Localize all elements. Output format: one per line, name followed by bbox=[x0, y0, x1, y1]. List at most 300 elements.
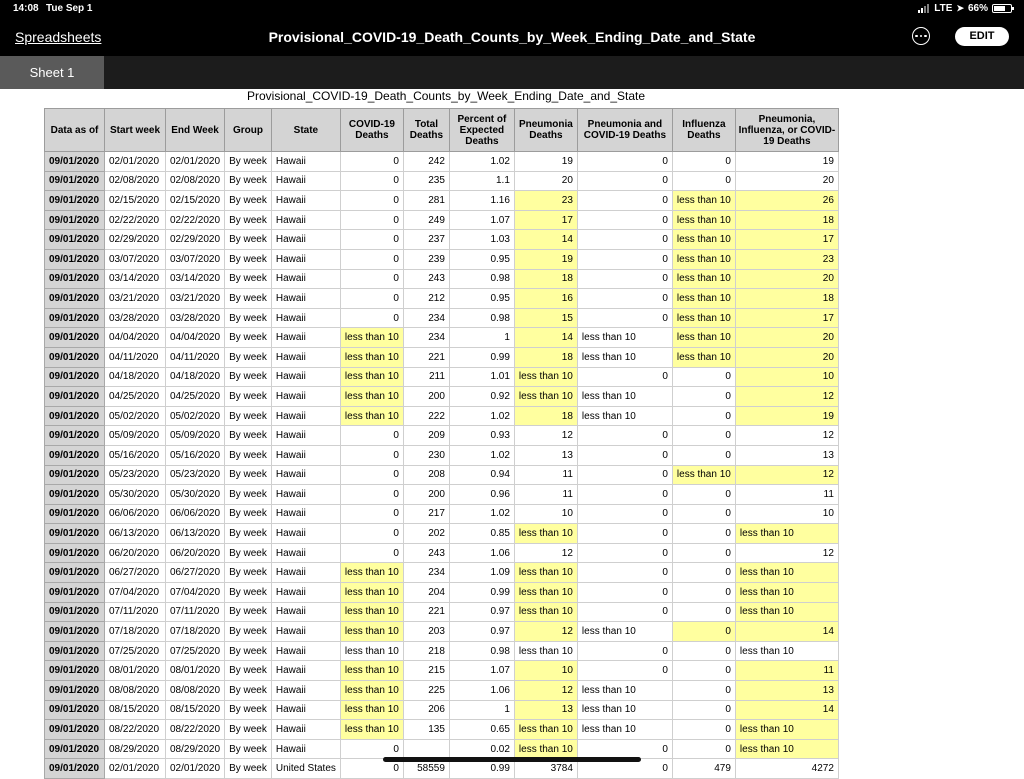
table-cell[interactable]: 07/11/2020 bbox=[166, 602, 225, 622]
table-cell[interactable]: 3784 bbox=[514, 759, 577, 779]
table-cell[interactable]: 0 bbox=[577, 543, 672, 563]
table-cell[interactable]: 0.02 bbox=[449, 739, 514, 759]
table-cell[interactable]: By week bbox=[225, 191, 272, 211]
table-cell[interactable]: 03/14/2020 bbox=[105, 269, 166, 289]
table-cell[interactable]: Hawaii bbox=[271, 504, 340, 524]
table-cell[interactable]: Hawaii bbox=[271, 289, 340, 309]
table-cell[interactable]: 0 bbox=[672, 485, 735, 505]
table-cell[interactable]: 1 bbox=[449, 700, 514, 720]
table-cell[interactable]: 0 bbox=[340, 504, 403, 524]
table-cell[interactable]: 20 bbox=[735, 347, 838, 367]
table-cell[interactable]: 0 bbox=[577, 249, 672, 269]
table-cell[interactable]: 212 bbox=[403, 289, 449, 309]
table-cell[interactable]: 0 bbox=[340, 269, 403, 289]
table-cell[interactable]: 09/01/2020 bbox=[45, 328, 105, 348]
table-cell[interactable]: 1.02 bbox=[449, 406, 514, 426]
table-cell[interactable]: 0 bbox=[672, 543, 735, 563]
table-cell[interactable]: less than 10 bbox=[672, 308, 735, 328]
table-cell[interactable]: 02/01/2020 bbox=[105, 152, 166, 172]
table-cell[interactable]: By week bbox=[225, 347, 272, 367]
table-cell[interactable]: 0.98 bbox=[449, 308, 514, 328]
table-cell[interactable]: 06/20/2020 bbox=[105, 543, 166, 563]
table-cell[interactable]: 17 bbox=[735, 308, 838, 328]
table-cell[interactable]: 02/22/2020 bbox=[105, 210, 166, 230]
table-cell[interactable]: Hawaii bbox=[271, 583, 340, 603]
table-cell[interactable]: 0.97 bbox=[449, 602, 514, 622]
table-cell[interactable]: less than 10 bbox=[340, 406, 403, 426]
column-header[interactable]: COVID-19 Deaths bbox=[340, 109, 403, 152]
column-header[interactable]: Data as of bbox=[45, 109, 105, 152]
table-cell[interactable]: 0.98 bbox=[449, 269, 514, 289]
table-cell[interactable]: By week bbox=[225, 465, 272, 485]
table-cell[interactable]: 218 bbox=[403, 641, 449, 661]
table-cell[interactable]: 0.98 bbox=[449, 641, 514, 661]
table-cell[interactable]: 09/01/2020 bbox=[45, 720, 105, 740]
table-cell[interactable]: 243 bbox=[403, 543, 449, 563]
table-cell[interactable]: 234 bbox=[403, 328, 449, 348]
table-cell[interactable]: 479 bbox=[672, 759, 735, 779]
table-cell[interactable]: 18 bbox=[735, 210, 838, 230]
table-cell[interactable]: 0 bbox=[577, 602, 672, 622]
table-cell[interactable]: less than 10 bbox=[577, 622, 672, 642]
table-cell[interactable]: 05/02/2020 bbox=[105, 406, 166, 426]
table-cell[interactable]: By week bbox=[225, 700, 272, 720]
table-cell[interactable]: 0 bbox=[672, 720, 735, 740]
table-cell[interactable]: less than 10 bbox=[514, 583, 577, 603]
table-cell[interactable]: 09/01/2020 bbox=[45, 485, 105, 505]
table-cell[interactable]: Hawaii bbox=[271, 485, 340, 505]
table-cell[interactable]: less than 10 bbox=[735, 720, 838, 740]
table-cell[interactable]: 0 bbox=[577, 289, 672, 309]
table-cell[interactable]: 0 bbox=[672, 387, 735, 407]
table-cell[interactable]: less than 10 bbox=[340, 583, 403, 603]
table-cell[interactable]: Hawaii bbox=[271, 524, 340, 544]
table-cell[interactable]: 04/18/2020 bbox=[105, 367, 166, 387]
table-cell[interactable]: 0 bbox=[672, 641, 735, 661]
table-cell[interactable]: 0 bbox=[577, 269, 672, 289]
table-cell[interactable]: 20 bbox=[735, 328, 838, 348]
table-cell[interactable]: 0 bbox=[672, 171, 735, 191]
table-cell[interactable]: 02/08/2020 bbox=[105, 171, 166, 191]
table-cell[interactable]: 1.02 bbox=[449, 152, 514, 172]
table-cell[interactable]: Hawaii bbox=[271, 681, 340, 701]
table-cell[interactable]: 0 bbox=[672, 681, 735, 701]
table-cell[interactable]: 0.99 bbox=[449, 583, 514, 603]
table-cell[interactable]: 0 bbox=[577, 465, 672, 485]
column-header[interactable]: Pneumonia, Influenza, or COVID-19 Deaths bbox=[735, 109, 838, 152]
table-cell[interactable]: 11 bbox=[514, 485, 577, 505]
table-cell[interactable]: less than 10 bbox=[514, 641, 577, 661]
table-cell[interactable]: 0 bbox=[577, 426, 672, 446]
table-cell[interactable]: Hawaii bbox=[271, 602, 340, 622]
table-cell[interactable]: 0 bbox=[340, 191, 403, 211]
table-cell[interactable]: 08/29/2020 bbox=[105, 739, 166, 759]
table-cell[interactable]: 0.97 bbox=[449, 622, 514, 642]
table-cell[interactable]: less than 10 bbox=[340, 720, 403, 740]
table-cell[interactable]: 07/04/2020 bbox=[105, 583, 166, 603]
edit-button[interactable]: EDIT bbox=[955, 27, 1009, 46]
table-cell[interactable]: less than 10 bbox=[577, 387, 672, 407]
table-cell[interactable]: 06/20/2020 bbox=[166, 543, 225, 563]
table-cell[interactable]: 06/06/2020 bbox=[105, 504, 166, 524]
table-cell[interactable]: Hawaii bbox=[271, 543, 340, 563]
table-cell[interactable]: 16 bbox=[514, 289, 577, 309]
table-cell[interactable]: By week bbox=[225, 152, 272, 172]
table-cell[interactable]: Hawaii bbox=[271, 152, 340, 172]
column-header[interactable]: Total Deaths bbox=[403, 109, 449, 152]
table-cell[interactable]: 249 bbox=[403, 210, 449, 230]
table-cell[interactable]: 203 bbox=[403, 622, 449, 642]
table-cell[interactable]: 14 bbox=[735, 700, 838, 720]
table-cell[interactable]: 08/29/2020 bbox=[166, 739, 225, 759]
table-cell[interactable]: 08/01/2020 bbox=[166, 661, 225, 681]
table-cell[interactable]: 09/01/2020 bbox=[45, 269, 105, 289]
table-cell[interactable]: 09/01/2020 bbox=[45, 152, 105, 172]
table-cell[interactable]: 0 bbox=[672, 445, 735, 465]
table-cell[interactable]: 1.01 bbox=[449, 367, 514, 387]
table-cell[interactable]: less than 10 bbox=[340, 328, 403, 348]
column-header[interactable]: Start week bbox=[105, 109, 166, 152]
table-cell[interactable]: less than 10 bbox=[735, 524, 838, 544]
table-cell[interactable]: By week bbox=[225, 602, 272, 622]
table-cell[interactable]: 10 bbox=[735, 367, 838, 387]
table-cell[interactable]: less than 10 bbox=[340, 681, 403, 701]
sheet-tab[interactable]: Sheet 1 bbox=[0, 56, 104, 89]
table-cell[interactable]: 04/04/2020 bbox=[166, 328, 225, 348]
table-cell[interactable]: 1.09 bbox=[449, 563, 514, 583]
table-cell[interactable]: less than 10 bbox=[735, 602, 838, 622]
table-cell[interactable]: 12 bbox=[735, 426, 838, 446]
table-cell[interactable]: 0.93 bbox=[449, 426, 514, 446]
table-cell[interactable]: By week bbox=[225, 622, 272, 642]
table-cell[interactable]: By week bbox=[225, 720, 272, 740]
table-cell[interactable]: 09/01/2020 bbox=[45, 602, 105, 622]
table-cell[interactable]: 03/07/2020 bbox=[166, 249, 225, 269]
table-cell[interactable]: Hawaii bbox=[271, 641, 340, 661]
table-cell[interactable]: 0 bbox=[340, 543, 403, 563]
table-cell[interactable]: 0 bbox=[577, 504, 672, 524]
table-cell[interactable]: 200 bbox=[403, 485, 449, 505]
table-cell[interactable]: 10 bbox=[514, 661, 577, 681]
table-cell[interactable]: By week bbox=[225, 308, 272, 328]
table-cell[interactable]: 08/22/2020 bbox=[105, 720, 166, 740]
table-cell[interactable]: 08/08/2020 bbox=[105, 681, 166, 701]
table-cell[interactable]: By week bbox=[225, 426, 272, 446]
table-cell[interactable]: 03/28/2020 bbox=[105, 308, 166, 328]
table-cell[interactable]: 17 bbox=[735, 230, 838, 250]
table-cell[interactable]: 09/01/2020 bbox=[45, 700, 105, 720]
table-cell[interactable]: 0 bbox=[672, 524, 735, 544]
table-cell[interactable]: 02/15/2020 bbox=[166, 191, 225, 211]
table-cell[interactable]: Hawaii bbox=[271, 367, 340, 387]
table-cell[interactable]: 18 bbox=[514, 406, 577, 426]
table-cell[interactable]: 0 bbox=[340, 230, 403, 250]
table-cell[interactable]: 217 bbox=[403, 504, 449, 524]
table-cell[interactable]: 0 bbox=[577, 485, 672, 505]
table-cell[interactable]: 20 bbox=[735, 171, 838, 191]
table-cell[interactable]: 11 bbox=[735, 485, 838, 505]
table-cell[interactable]: less than 10 bbox=[514, 367, 577, 387]
table-cell[interactable]: 06/13/2020 bbox=[105, 524, 166, 544]
table-cell[interactable]: 13 bbox=[514, 700, 577, 720]
table-cell[interactable]: Hawaii bbox=[271, 191, 340, 211]
table-cell[interactable]: 0 bbox=[672, 661, 735, 681]
table-cell[interactable]: 09/01/2020 bbox=[45, 308, 105, 328]
table-cell[interactable]: 04/11/2020 bbox=[166, 347, 225, 367]
table-cell[interactable]: 0 bbox=[577, 308, 672, 328]
table-cell[interactable]: 09/01/2020 bbox=[45, 406, 105, 426]
table-cell[interactable]: 06/13/2020 bbox=[166, 524, 225, 544]
table-cell[interactable]: 09/01/2020 bbox=[45, 661, 105, 681]
table-cell[interactable]: 12 bbox=[514, 426, 577, 446]
table-cell[interactable]: less than 10 bbox=[340, 622, 403, 642]
table-cell[interactable]: 235 bbox=[403, 171, 449, 191]
table-cell[interactable]: 09/01/2020 bbox=[45, 230, 105, 250]
table-cell[interactable]: 0 bbox=[577, 739, 672, 759]
table-cell[interactable]: 10 bbox=[735, 504, 838, 524]
table-cell[interactable]: less than 10 bbox=[672, 347, 735, 367]
table-cell[interactable]: By week bbox=[225, 230, 272, 250]
table-cell[interactable]: 221 bbox=[403, 347, 449, 367]
table-cell[interactable]: 17 bbox=[514, 210, 577, 230]
table-cell[interactable]: 0 bbox=[340, 210, 403, 230]
table-cell[interactable]: 0 bbox=[672, 700, 735, 720]
table-cell[interactable]: 09/01/2020 bbox=[45, 583, 105, 603]
table-cell[interactable]: less than 10 bbox=[672, 289, 735, 309]
column-header[interactable]: Pneumonia and COVID-19 Deaths bbox=[577, 109, 672, 152]
table-cell[interactable]: By week bbox=[225, 759, 272, 779]
table-cell[interactable]: 0 bbox=[340, 465, 403, 485]
table-cell[interactable]: 07/25/2020 bbox=[166, 641, 225, 661]
table-cell[interactable]: 02/08/2020 bbox=[166, 171, 225, 191]
column-header[interactable]: Group bbox=[225, 109, 272, 152]
table-cell[interactable]: 02/01/2020 bbox=[166, 759, 225, 779]
more-options-button[interactable] bbox=[912, 27, 930, 45]
table-cell[interactable]: 135 bbox=[403, 720, 449, 740]
table-cell[interactable]: 19 bbox=[514, 152, 577, 172]
table-cell[interactable]: 0 bbox=[577, 367, 672, 387]
table-cell[interactable]: 09/01/2020 bbox=[45, 249, 105, 269]
table-cell[interactable]: less than 10 bbox=[735, 739, 838, 759]
table-cell[interactable]: By week bbox=[225, 406, 272, 426]
column-header[interactable]: Percent of Expected Deaths bbox=[449, 109, 514, 152]
table-cell[interactable]: 242 bbox=[403, 152, 449, 172]
table-cell[interactable]: By week bbox=[225, 328, 272, 348]
table-cell[interactable]: 0 bbox=[340, 152, 403, 172]
table-cell[interactable]: By week bbox=[225, 504, 272, 524]
table-cell[interactable]: 07/18/2020 bbox=[166, 622, 225, 642]
table-cell[interactable]: 1.06 bbox=[449, 681, 514, 701]
table-cell[interactable]: 05/23/2020 bbox=[166, 465, 225, 485]
table-cell[interactable]: 0 bbox=[577, 641, 672, 661]
table-cell[interactable]: 09/01/2020 bbox=[45, 387, 105, 407]
table-cell[interactable]: 0.99 bbox=[449, 759, 514, 779]
table-cell[interactable]: 13 bbox=[735, 445, 838, 465]
table-cell[interactable]: 09/01/2020 bbox=[45, 191, 105, 211]
table-cell[interactable]: 07/04/2020 bbox=[166, 583, 225, 603]
table-cell[interactable]: 03/21/2020 bbox=[105, 289, 166, 309]
table-cell[interactable]: By week bbox=[225, 445, 272, 465]
table-cell[interactable]: 07/25/2020 bbox=[105, 641, 166, 661]
table-cell[interactable]: 0 bbox=[340, 308, 403, 328]
table-cell[interactable]: 0 bbox=[577, 583, 672, 603]
table-cell[interactable]: 18 bbox=[514, 347, 577, 367]
table-cell[interactable]: 10 bbox=[514, 504, 577, 524]
table-cell[interactable]: 09/01/2020 bbox=[45, 426, 105, 446]
table-cell[interactable]: 19 bbox=[735, 152, 838, 172]
table-cell[interactable]: 14 bbox=[514, 328, 577, 348]
table-cell[interactable]: 18 bbox=[514, 269, 577, 289]
table-cell[interactable]: 0 bbox=[340, 485, 403, 505]
table-cell[interactable]: 13 bbox=[735, 681, 838, 701]
table-cell[interactable]: 0.92 bbox=[449, 387, 514, 407]
table-cell[interactable]: 1 bbox=[449, 328, 514, 348]
table-cell[interactable]: 0 bbox=[672, 739, 735, 759]
table-cell[interactable]: Hawaii bbox=[271, 387, 340, 407]
table-cell[interactable]: less than 10 bbox=[672, 465, 735, 485]
table-cell[interactable]: 222 bbox=[403, 406, 449, 426]
table-cell[interactable]: 0 bbox=[577, 661, 672, 681]
table-cell[interactable]: 09/01/2020 bbox=[45, 681, 105, 701]
table-cell[interactable]: 0 bbox=[340, 289, 403, 309]
table-cell[interactable]: 0 bbox=[577, 191, 672, 211]
table-cell[interactable]: Hawaii bbox=[271, 445, 340, 465]
table-cell[interactable]: less than 10 bbox=[577, 720, 672, 740]
table-cell[interactable]: 23 bbox=[735, 249, 838, 269]
table-cell[interactable]: less than 10 bbox=[672, 230, 735, 250]
table-cell[interactable]: 08/22/2020 bbox=[166, 720, 225, 740]
column-header[interactable]: Influenza Deaths bbox=[672, 109, 735, 152]
table-cell[interactable]: 12 bbox=[735, 387, 838, 407]
table-cell[interactable]: By week bbox=[225, 485, 272, 505]
table-cell[interactable]: 202 bbox=[403, 524, 449, 544]
table-cell[interactable]: 09/01/2020 bbox=[45, 445, 105, 465]
table-cell[interactable]: 0 bbox=[672, 152, 735, 172]
table-cell[interactable]: less than 10 bbox=[577, 681, 672, 701]
table-cell[interactable]: 1.03 bbox=[449, 230, 514, 250]
table-cell[interactable]: By week bbox=[225, 387, 272, 407]
table-cell[interactable]: 09/01/2020 bbox=[45, 171, 105, 191]
table-cell[interactable]: 26 bbox=[735, 191, 838, 211]
table-cell[interactable]: 18 bbox=[735, 289, 838, 309]
table-cell[interactable]: 0 bbox=[577, 445, 672, 465]
table-cell[interactable]: 281 bbox=[403, 191, 449, 211]
table-cell[interactable]: 0 bbox=[577, 171, 672, 191]
table-cell[interactable]: less than 10 bbox=[577, 406, 672, 426]
table-cell[interactable]: less than 10 bbox=[577, 328, 672, 348]
column-header[interactable]: Pneumonia Deaths bbox=[514, 109, 577, 152]
table-cell[interactable]: Hawaii bbox=[271, 739, 340, 759]
table-cell[interactable]: 237 bbox=[403, 230, 449, 250]
table-cell[interactable]: 09/01/2020 bbox=[45, 367, 105, 387]
table-cell[interactable]: 06/06/2020 bbox=[166, 504, 225, 524]
table-cell[interactable]: 03/07/2020 bbox=[105, 249, 166, 269]
table-cell[interactable]: United States bbox=[271, 759, 340, 779]
table-cell[interactable]: By week bbox=[225, 269, 272, 289]
table-cell[interactable]: 05/23/2020 bbox=[105, 465, 166, 485]
table-cell[interactable]: 09/01/2020 bbox=[45, 465, 105, 485]
table-cell[interactable]: less than 10 bbox=[340, 700, 403, 720]
table-cell[interactable]: 0 bbox=[672, 563, 735, 583]
column-header[interactable]: State bbox=[271, 109, 340, 152]
table-cell[interactable]: 05/09/2020 bbox=[105, 426, 166, 446]
table-cell[interactable]: 09/01/2020 bbox=[45, 563, 105, 583]
table-cell[interactable]: 12 bbox=[514, 543, 577, 563]
table-cell[interactable]: 0.94 bbox=[449, 465, 514, 485]
table-cell[interactable]: Hawaii bbox=[271, 210, 340, 230]
table-cell[interactable]: 0 bbox=[340, 426, 403, 446]
table-cell[interactable]: less than 10 bbox=[514, 387, 577, 407]
table-cell[interactable]: 05/02/2020 bbox=[166, 406, 225, 426]
table-cell[interactable]: By week bbox=[225, 210, 272, 230]
table-cell[interactable]: 225 bbox=[403, 681, 449, 701]
table-cell[interactable]: 05/16/2020 bbox=[105, 445, 166, 465]
table-cell[interactable]: less than 10 bbox=[340, 641, 403, 661]
table-cell[interactable]: 239 bbox=[403, 249, 449, 269]
table-cell[interactable]: By week bbox=[225, 563, 272, 583]
table-cell[interactable]: Hawaii bbox=[271, 406, 340, 426]
table-cell[interactable]: 04/04/2020 bbox=[105, 328, 166, 348]
table-cell[interactable]: By week bbox=[225, 367, 272, 387]
table-cell[interactable]: By week bbox=[225, 661, 272, 681]
table-cell[interactable]: 08/01/2020 bbox=[105, 661, 166, 681]
table-cell[interactable]: less than 10 bbox=[672, 249, 735, 269]
table-cell[interactable]: 204 bbox=[403, 583, 449, 603]
table-cell[interactable]: 208 bbox=[403, 465, 449, 485]
table-cell[interactable]: Hawaii bbox=[271, 347, 340, 367]
table-cell[interactable]: 03/14/2020 bbox=[166, 269, 225, 289]
table-cell[interactable]: 09/01/2020 bbox=[45, 210, 105, 230]
table-cell[interactable]: 09/01/2020 bbox=[45, 543, 105, 563]
table-cell[interactable]: 09/01/2020 bbox=[45, 347, 105, 367]
table-cell[interactable]: 0 bbox=[340, 171, 403, 191]
table-cell[interactable]: Hawaii bbox=[271, 465, 340, 485]
table-cell[interactable]: 0 bbox=[577, 152, 672, 172]
table-cell[interactable]: 02/22/2020 bbox=[166, 210, 225, 230]
table-cell[interactable]: less than 10 bbox=[672, 191, 735, 211]
table-cell[interactable]: less than 10 bbox=[735, 563, 838, 583]
table-cell[interactable]: 0 bbox=[577, 759, 672, 779]
table-cell[interactable]: 0 bbox=[672, 504, 735, 524]
table-cell[interactable]: less than 10 bbox=[340, 387, 403, 407]
table-cell[interactable]: less than 10 bbox=[514, 524, 577, 544]
table-cell[interactable]: 1.06 bbox=[449, 543, 514, 563]
table-cell[interactable]: 0 bbox=[672, 426, 735, 446]
table-cell[interactable]: 03/28/2020 bbox=[166, 308, 225, 328]
table-cell[interactable]: 11 bbox=[735, 661, 838, 681]
home-indicator[interactable] bbox=[383, 757, 641, 762]
table-cell[interactable]: less than 10 bbox=[672, 269, 735, 289]
table-cell[interactable]: By week bbox=[225, 249, 272, 269]
table-cell[interactable]: less than 10 bbox=[340, 563, 403, 583]
table-cell[interactable]: Hawaii bbox=[271, 700, 340, 720]
table-cell[interactable]: 1.16 bbox=[449, 191, 514, 211]
table-cell[interactable]: 02/01/2020 bbox=[105, 759, 166, 779]
table-cell[interactable]: 0 bbox=[340, 759, 403, 779]
table-cell[interactable]: 1.02 bbox=[449, 504, 514, 524]
table-cell[interactable]: 0.65 bbox=[449, 720, 514, 740]
table-cell[interactable]: 09/01/2020 bbox=[45, 739, 105, 759]
table-cell[interactable]: 07/11/2020 bbox=[105, 602, 166, 622]
table-cell[interactable]: 05/16/2020 bbox=[166, 445, 225, 465]
table-cell[interactable]: 215 bbox=[403, 661, 449, 681]
table-cell[interactable]: 211 bbox=[403, 367, 449, 387]
table-cell[interactable]: less than 10 bbox=[340, 347, 403, 367]
table-cell[interactable]: By week bbox=[225, 543, 272, 563]
table-cell[interactable]: 08/15/2020 bbox=[166, 700, 225, 720]
table-cell[interactable]: less than 10 bbox=[735, 583, 838, 603]
table-cell[interactable]: less than 10 bbox=[577, 347, 672, 367]
